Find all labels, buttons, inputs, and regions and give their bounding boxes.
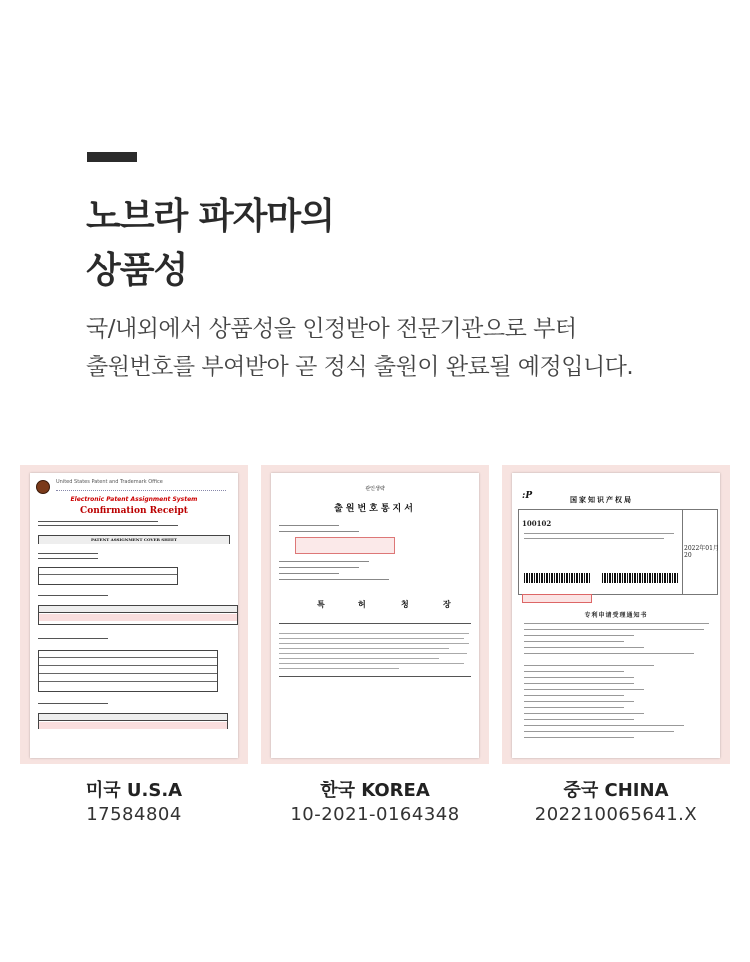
us-doc-title: Confirmation Receipt: [80, 506, 188, 516]
us-doc-text-line: [38, 703, 108, 704]
cn-doc-highlight: [522, 594, 592, 603]
kr-application-number: 10-2021-0164348: [290, 804, 460, 825]
kr-issuer-char: 장: [443, 600, 451, 609]
cn-doc-date: 2022年01月20: [684, 545, 719, 559]
card-kr-document: [261, 465, 489, 764]
cn-country-label: 중국 CHINA: [563, 780, 669, 801]
page-heading: [86, 190, 334, 298]
us-doc-property-table: [38, 713, 228, 729]
card-us-document: [20, 465, 248, 764]
us-doc-receiving-table: [38, 650, 218, 692]
accent-bar: [87, 152, 137, 162]
us-doc-system: Electronic Patent Assignment System: [70, 496, 198, 503]
cn-patent-document-image: [512, 473, 720, 758]
cnipa-logo-icon: :P: [522, 491, 533, 501]
description-line-2: 출원번호를 부여받아 곧 정식 출원이 완료될 예정입니다.: [86, 354, 634, 380]
us-doc-text-line: [38, 638, 108, 639]
cn-barcode: [602, 573, 678, 583]
us-patent-document-image: [30, 473, 238, 758]
us-doc-table: [38, 567, 178, 585]
heading-line-1: 노브라 파자마의: [86, 196, 334, 237]
us-doc-party-table: [38, 605, 238, 625]
card-cn-document: [502, 465, 730, 764]
us-doc-text-line: [38, 553, 98, 554]
us-doc-cover-sheet: PATENT ASSIGNMENT COVER SHEET: [39, 536, 229, 544]
description: [86, 310, 633, 386]
us-doc-header: United States Patent and Trademark Office: [56, 479, 163, 485]
cn-doc-code: 100102: [522, 519, 552, 528]
us-country-label: 미국 U.S.A: [85, 780, 183, 801]
kr-issuer-char: 특: [317, 600, 325, 609]
heading-line-2: 상품성: [86, 250, 188, 291]
description-line-1: 국/내외에서 상품성을 인정받아 전문기관으로 부터: [86, 316, 577, 342]
uspto-seal-icon: [36, 480, 50, 494]
kr-doc-highlight: [295, 537, 395, 554]
us-doc-nav: [56, 487, 226, 491]
kr-doc-title: 출원번호통지서: [334, 504, 416, 514]
kr-doc-header: 관인생략: [365, 486, 385, 492]
kr-issuer-char: 청: [401, 600, 409, 609]
us-doc-text-line: [38, 521, 158, 522]
kr-patent-document-image: [271, 473, 479, 758]
cn-doc-title: 专利申请受理通知书: [584, 612, 648, 619]
kr-country-label: 한국 KOREA: [320, 780, 430, 801]
cn-barcode: [524, 573, 590, 583]
us-doc-cover-box: [38, 535, 230, 544]
us-doc-text-line: [38, 558, 98, 559]
us-doc-text-line: [38, 525, 178, 526]
us-application-number: 17584804: [86, 804, 182, 825]
cn-application-number: 202210065641.X: [534, 804, 698, 825]
us-doc-text-line: [38, 595, 108, 596]
cn-doc-header: 国家知识产权局: [570, 495, 633, 504]
kr-issuer-char: 허: [358, 600, 366, 609]
